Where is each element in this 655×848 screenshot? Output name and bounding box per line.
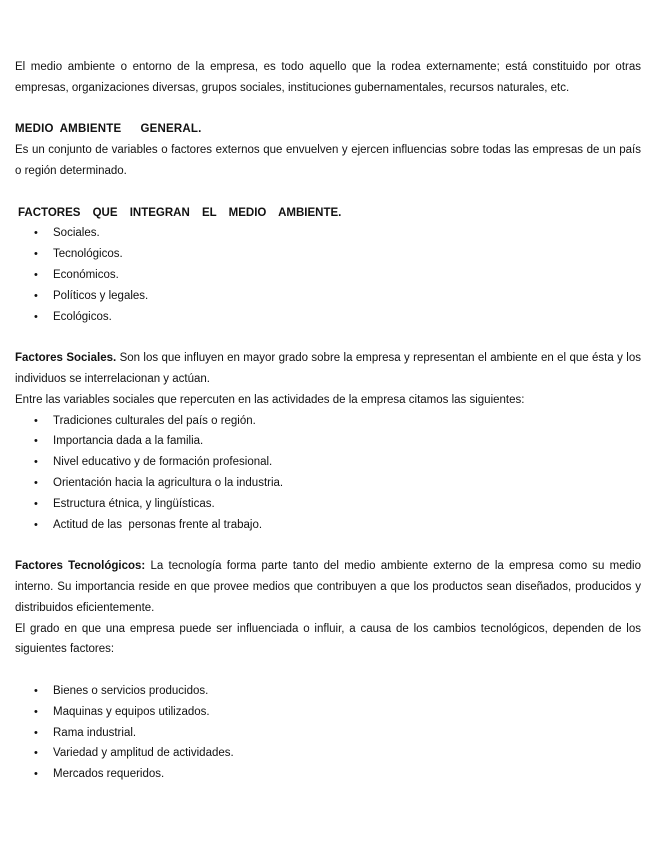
tecnologicos-paragraph: [15, 556, 641, 618]
list-item: • Estructura étnica, y lingüísticas.: [15, 494, 641, 515]
list-item: • Sociales.: [15, 223, 641, 244]
list-item: • Nivel educativo y de formación profesional.: [15, 452, 641, 473]
factores-heading: FACTORES QUE INTEGRAN EL MEDIO AMBIENTE.: [18, 206, 342, 219]
bullet-icon: •: [34, 726, 38, 739]
tecnologicos-paragraph-2: El grado en que una empresa puede ser influenciada o influir, a causa de los cambios tecnológicos, dependen de los siguientes factores:: [15, 622, 641, 656]
list-item: • Variedad y amplitud de actividades.: [15, 743, 641, 764]
list-item: • Bienes o servicios producidos.: [15, 681, 641, 702]
sociales-list: [15, 411, 641, 536]
spacer: [15, 182, 641, 203]
spacer: [15, 99, 641, 120]
tecnologicos-list: [15, 681, 641, 785]
bullet-icon: •: [34, 248, 38, 261]
bullet-icon: •: [34, 684, 38, 697]
bullet-icon: •: [34, 518, 38, 531]
list-item: • Económicos.: [15, 265, 641, 286]
bullet-icon: •: [34, 414, 38, 427]
general-paragraph: Es un conjunto de variables o factores externos que envuelven y ejercen influencias sobre todas las empresas de un país o región determinado.: [15, 144, 641, 177]
bullet-icon: •: [34, 747, 38, 760]
bullet-icon: •: [34, 497, 38, 510]
general-heading: MEDIO AMBIENTE GENERAL.: [15, 123, 202, 136]
bullet-icon: •: [34, 456, 38, 469]
tecnologicos-text: La tecnología forma parte tanto del medio ambiente externo de la empresa como su medio interno. Su importancia reside en que provee medios que contribuyen a que los productos sean diseñados, producidos y distribuidos eficientemente.: [15, 560, 641, 614]
bullet-icon: •: [34, 705, 38, 718]
list-item: • Importancia dada a la familia.: [15, 431, 641, 452]
bullet-icon: •: [34, 227, 38, 240]
list-item: • Ecológicos.: [15, 307, 641, 328]
sociales-label: Factores Sociales.: [15, 352, 117, 365]
bullet-icon: •: [34, 435, 38, 448]
factores-list: [15, 223, 641, 327]
spacer: [15, 327, 641, 348]
bullet-icon: •: [34, 268, 38, 281]
sociales-paragraph: [15, 348, 641, 390]
intro-paragraph: El medio ambiente o entorno de la empresa, es todo aquello que la rodea externamente; está constituido por otras empresas, organizaciones diversas, grupos sociales, instituciones gubernamentales, recursos naturales, etc.: [15, 61, 641, 94]
spacer: [15, 660, 641, 681]
list-item: • Mercados requeridos.: [15, 764, 641, 785]
list-item: • Maquinas y equipos utilizados.: [15, 702, 641, 723]
list-item: • Rama industrial.: [15, 723, 641, 744]
list-item: • Políticos y legales.: [15, 286, 641, 307]
sociales-text: Son los que influyen en mayor grado sobre la empresa y representan el ambiente en el que ésta y los individuos se interrelacionan y actúan.: [15, 352, 641, 385]
sociales-intro: Entre las variables sociales que repercuten en las actividades de la empresa citamos las siguientes:: [15, 393, 525, 406]
tecnologicos-label: Factores Tecnológicos:: [15, 560, 146, 573]
bullet-icon: •: [34, 768, 38, 781]
bullet-icon: •: [34, 289, 38, 302]
spacer: [15, 535, 641, 556]
list-item: • Tradiciones culturales del país o región.: [15, 411, 641, 432]
bullet-icon: •: [34, 476, 38, 489]
list-item: • Actitud de las personas frente al trabajo.: [15, 515, 641, 536]
list-item: • Tecnológicos.: [15, 244, 641, 265]
list-item: • Orientación hacia la agricultura o la industria.: [15, 473, 641, 494]
bullet-icon: •: [34, 310, 38, 323]
